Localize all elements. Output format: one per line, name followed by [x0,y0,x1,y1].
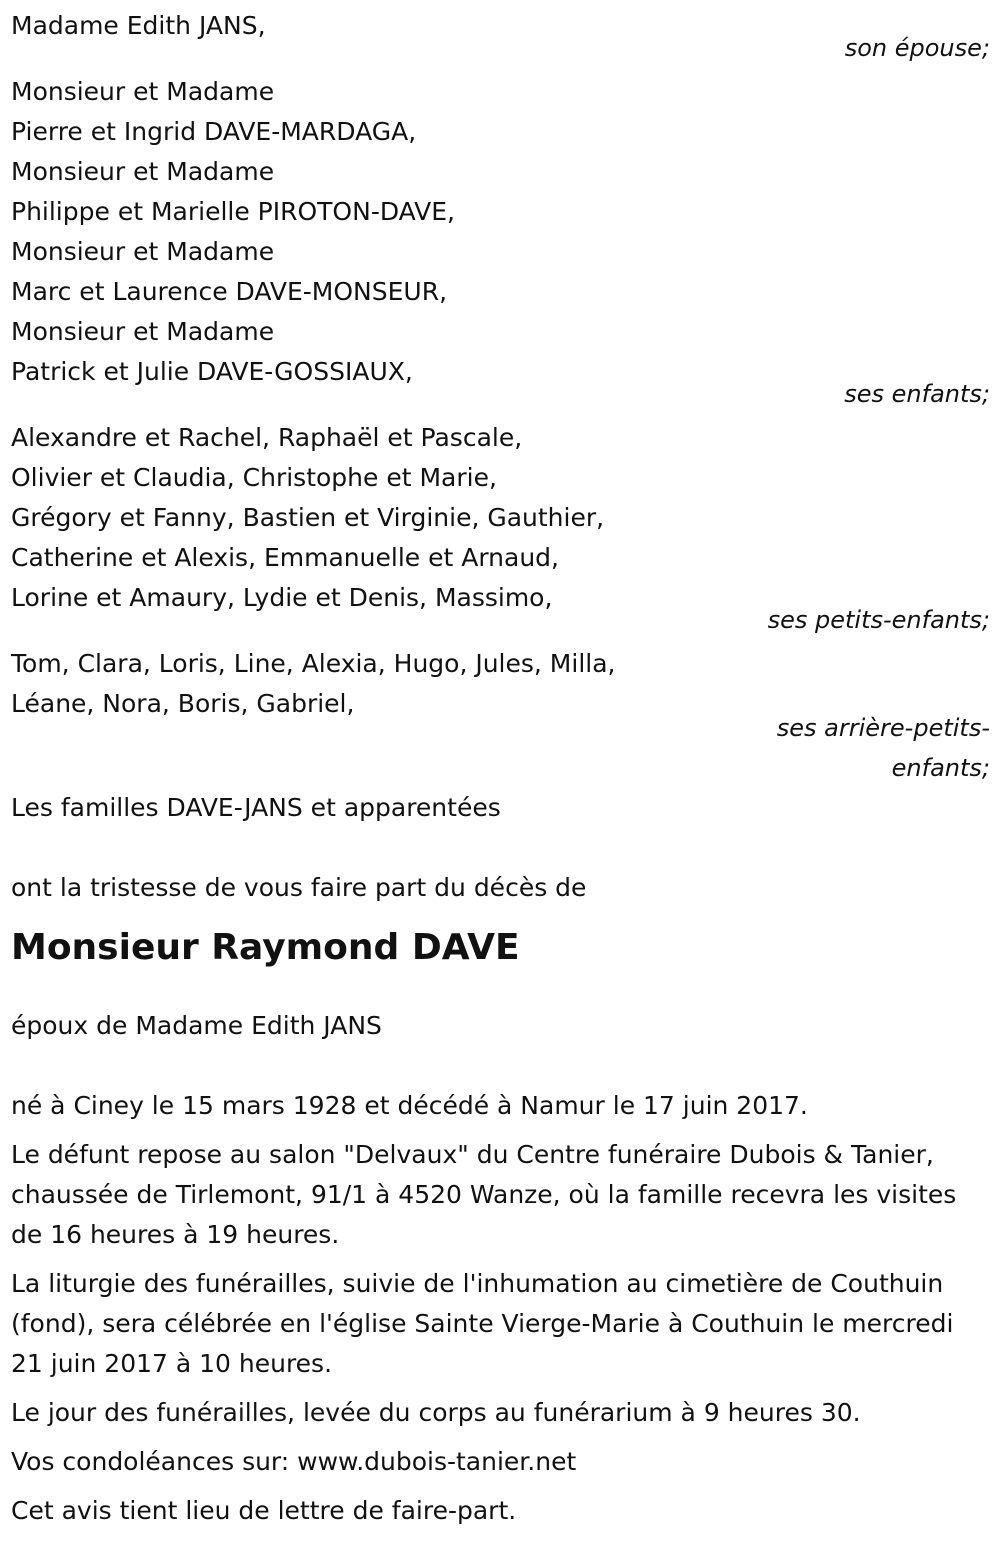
spouse-name: Madame Edith JANS, [11,11,266,40]
children-block [11,72,990,414]
children-role: ses enfants; [844,380,990,408]
details-block [11,1086,990,1531]
children-line: Patrick et Julie DAVE-GOSSIAUX, [11,357,413,386]
children-line: Marc et Laurence DAVE-MONSEUR, [11,277,448,306]
deceased-name: Monsieur Raymond DAVE [11,927,520,968]
grandchildren-block [11,418,990,640]
grandchildren-line: Alexandre et Rachel, Raphaël et Pascale, [11,423,523,452]
funeral-paragraph: La liturgie des funérailles, suivie de l'inhumation au cimetière de Couthuin (fond), sera célébrée en l'église Sainte Vierge-Marie à Couthuin le mercredi 21 juin 2017 à 10 heures. [11,1269,954,1378]
great-grandchildren-line: Léane, Nora, Boris, Gabriel, [11,689,355,718]
announcement-text: ont la tristesse de vous faire part du décès de [11,873,587,902]
families-line: Les familles DAVE-JANS et apparentées [11,793,501,822]
notice-paragraph: Cet avis tient lieu de lettre de faire-part. [11,1496,517,1525]
body-removal-paragraph: Le jour des funérailles, levée du corps au funérarium à 9 heures 30. [11,1398,861,1427]
grandchildren-line: Lorine et Amaury, Lydie et Denis, Massimo, [11,583,553,612]
great-grandchildren-line: Tom, Clara, Loris, Line, Alexia, Hugo, Jules, Milla, [11,649,616,678]
children-line: Monsieur et Madame [11,317,275,346]
children-line: Monsieur et Madame [11,237,275,266]
condolences-paragraph: Vos condoléances sur: www.dubois-tanier.net [11,1447,577,1476]
grandchildren-line: Grégory et Fanny, Bastien et Virginie, Gauthier, [11,503,605,532]
children-line: Monsieur et Madame [11,77,275,106]
spouse-block [11,6,990,68]
birth-death-paragraph: né à Ciney le 15 mars 1928 et décédé à Namur le 17 juin 2017. [11,1091,808,1120]
grandchildren-line: Catherine et Alexis, Emmanuelle et Arnaud, [11,543,559,572]
great-grandchildren-role: ses arrière-petits- [776,714,990,742]
children-line: Pierre et Ingrid DAVE-MARDAGA, [11,117,417,146]
children-line: Philippe et Marielle PIROTON-DAVE, [11,197,455,226]
visitation-paragraph: Le défunt repose au salon "Delvaux" du Centre funéraire Dubois & Tanier, chaussée de Tirlemont, 91/1 à 4520 Wanze, où la famille recevra les visites de 16 heures à 19 heures. [11,1140,957,1249]
spouse-role: son épouse; [844,34,990,62]
great-grandchildren-block [11,644,990,788]
grandchildren-line: Olivier et Claudia, Christophe et Marie, [11,463,497,492]
children-line: Monsieur et Madame [11,157,275,186]
grandchildren-role: ses petits-enfants; [767,606,990,634]
great-grandchildren-role-cont: enfants; [891,754,990,782]
spouse-of-text: époux de Madame Edith JANS [11,1011,382,1040]
